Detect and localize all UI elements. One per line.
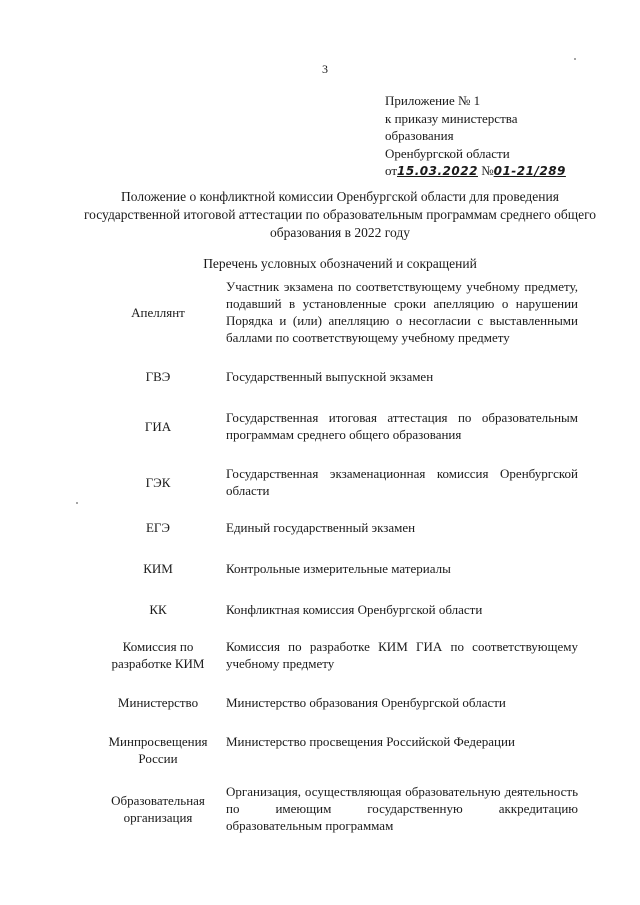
number-prefix: № bbox=[481, 163, 494, 178]
abbreviation-definition: Организация, осуществляющая образовательную деятельность по имеющим государственную аккредитацию образовательным программам bbox=[226, 784, 578, 833]
abbreviation-row bbox=[98, 601, 578, 618]
abbreviation-row bbox=[98, 694, 578, 711]
abbreviation-term: ГЭК bbox=[145, 474, 171, 490]
abbreviation-term: ГИА bbox=[144, 418, 172, 434]
abbreviation-term: КИМ bbox=[143, 561, 173, 576]
abbreviation-definition: Участник экзамена по соответствующему учебному предмету, подавший в установленные сроки апелляцию о нарушении Порядка и (или) апелляцию о несогласии с выставленными баллами по соответствующему учебному предмету bbox=[226, 279, 578, 345]
abbreviation-term: ГВЭ bbox=[145, 369, 171, 384]
abbreviation-row bbox=[98, 733, 578, 767]
abbreviations-table bbox=[98, 278, 578, 846]
abbreviation-row bbox=[98, 519, 578, 536]
list-heading: Перечень условных обозначений и сокращений bbox=[203, 256, 477, 271]
abbreviation-row bbox=[98, 409, 578, 443]
abbreviation-row bbox=[98, 638, 578, 672]
order-date: 15.03.2022 bbox=[397, 164, 478, 178]
abbreviation-term: Образовательная организация bbox=[111, 792, 205, 825]
abbreviation-definition: Министерство просвещения Российской Федерации bbox=[226, 734, 515, 749]
abbreviation-term: КК bbox=[149, 602, 167, 617]
document-title: Положение о конфликтной комиссии Оренбургской области для проведения государственной итоговой аттестации по образовательным программам среднего общего образования в 2022 году bbox=[83, 189, 597, 240]
order-number: 01-21/289 bbox=[493, 164, 566, 178]
abbreviation-term: ЕГЭ bbox=[145, 520, 171, 535]
abbreviation-term: Минпросвещения России bbox=[108, 734, 208, 766]
abbreviation-definition: Контрольные измерительные материалы bbox=[226, 561, 451, 576]
appendix-date-line bbox=[385, 162, 595, 181]
abbreviation-row bbox=[98, 368, 578, 385]
scan-speck bbox=[574, 58, 576, 60]
abbreviation-definition: Комиссия по разработке КИМ ГИА по соответствующему учебному предмету bbox=[226, 639, 578, 671]
appendix-line-2: к приказу министерства bbox=[385, 110, 518, 126]
abbreviation-term: Министерство bbox=[117, 695, 199, 710]
date-prefix: от bbox=[385, 163, 398, 178]
appendix-block bbox=[385, 92, 595, 181]
abbreviation-definition: Единый государственный экзамен bbox=[226, 520, 416, 535]
scan-speck bbox=[76, 502, 78, 504]
abbreviation-row bbox=[98, 278, 578, 346]
appendix-line-1: Приложение № 1 bbox=[385, 93, 481, 108]
abbreviation-row bbox=[98, 465, 578, 499]
abbreviation-term: Апеллянт bbox=[131, 304, 185, 320]
abbreviation-definition: Министерство образования Оренбургской области bbox=[226, 695, 506, 710]
abbreviation-definition: Конфликтная комиссия Оренбургской области bbox=[226, 602, 483, 617]
abbreviation-term: Комиссия по разработке КИМ bbox=[111, 639, 205, 671]
abbreviation-definition: Государственная итоговая аттестация по образовательным программам среднего общего образования bbox=[226, 410, 578, 442]
abbreviation-row bbox=[98, 560, 578, 577]
appendix-line-4: Оренбургской области bbox=[385, 145, 510, 161]
page-number: 3 bbox=[322, 62, 328, 76]
appendix-line-3: образования bbox=[385, 128, 454, 143]
abbreviation-definition: Государственный выпускной экзамен bbox=[226, 369, 434, 384]
abbreviation-row bbox=[98, 783, 578, 834]
abbreviation-definition: Государственная экзаменационная комиссия Оренбургской области bbox=[226, 466, 578, 498]
